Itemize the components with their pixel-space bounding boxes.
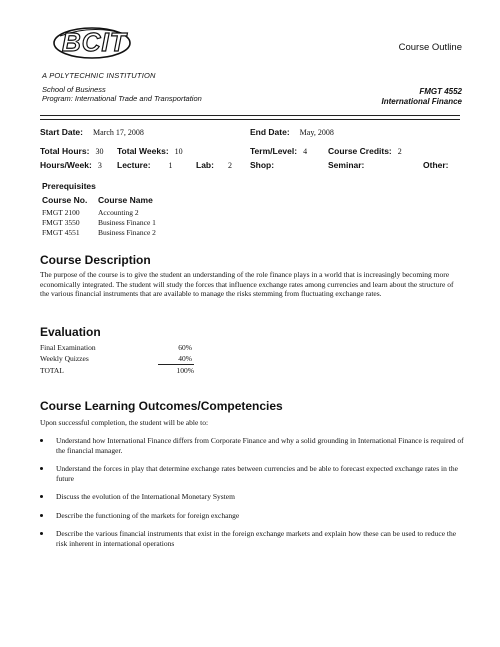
prereq-no: FMGT 3550 <box>42 218 80 227</box>
prereq-no: FMGT 2100 <box>42 208 80 217</box>
course-description-text: The purpose of the course is to give the student an understanding of the role finance plays in a world that is increasingly becoming more economically integrated. The student will study the forces that influence exchange rates among currencies and learn about the structure of the various financial instruments that are available to manage the risks stemming from fluctuating exchange rates. <box>40 270 454 298</box>
list-item: Describe the functioning of the markets for foreign exchange <box>40 511 465 521</box>
outcomes-intro: Upon successful completion, the student will be able to: <box>40 418 209 427</box>
logo-text: BCIT <box>62 27 127 57</box>
header-divider <box>40 115 460 116</box>
prereq-col-no: Course No. <box>42 195 88 205</box>
prereq-col-name: Course Name <box>98 195 153 205</box>
shop: Shop: <box>250 160 275 170</box>
bullet-icon <box>40 532 43 535</box>
program-name: Program: International Trade and Transportation <box>42 94 202 103</box>
outcomes-title: Course Learning Outcomes/Competencies <box>40 399 283 413</box>
prereq-name: Accounting 2 <box>98 208 139 217</box>
evaluation-label: TOTAL <box>40 366 64 375</box>
seminar: Seminar: <box>328 160 365 170</box>
evaluation-value: 60% <box>178 343 192 352</box>
course-title: International Finance <box>381 97 462 106</box>
course-code-block <box>382 87 462 107</box>
doc-type: Course Outline <box>398 42 462 53</box>
prereq-name: Business Finance 2 <box>98 228 156 237</box>
evaluation-row <box>40 366 200 376</box>
prereq-name: Business Finance 1 <box>98 218 156 227</box>
term-level: Term/Level: 4 <box>250 146 308 156</box>
total-hours: Total Hours: 30 <box>40 146 104 156</box>
school-name: School of Business <box>42 85 106 94</box>
evaluation-row <box>40 354 200 364</box>
evaluation-label: Final Examination <box>40 343 96 352</box>
bullet-icon <box>40 495 43 498</box>
evaluation-label: Weekly Quizzes <box>40 354 89 363</box>
bullet-icon <box>40 439 43 442</box>
end-date: End Date: May, 2008 <box>250 127 334 137</box>
list-item: Understand how International Finance differs from Corporate Finance and why a solid grounding in International Finance is required of the financial manager. <box>40 436 465 455</box>
prereq-no: FMGT 4551 <box>42 228 80 237</box>
school-info <box>42 85 202 103</box>
start-date: Start Date: March 17, 2008 <box>40 127 144 137</box>
lecture: Lecture: 1 <box>117 160 173 170</box>
institution-tag: A POLYTECHNIC INSTITUTION <box>42 71 156 80</box>
evaluation-row <box>40 343 200 353</box>
course-credits: Course Credits: 2 <box>328 146 402 156</box>
lab: Lab: 2 <box>196 160 232 170</box>
other: Other: <box>423 160 449 170</box>
bullet-icon <box>40 514 43 517</box>
header-divider-2 <box>40 119 460 120</box>
course-code: FMGT 4552 <box>419 87 462 96</box>
list-item: Discuss the evolution of the International Monetary System <box>40 492 465 502</box>
hours-week: Hours/Week: 3 <box>40 160 102 170</box>
course-description-title: Course Description <box>40 253 151 267</box>
total-weeks: Total Weeks: 10 <box>117 146 183 156</box>
list-item: Understand the forces in play that determine exchange rates between currencies and be able to forecast expected exchange rates in the future <box>40 464 465 483</box>
outcomes-list <box>40 436 465 557</box>
prerequisites-title: Prerequisites <box>42 181 96 191</box>
evaluation-value: 40% <box>178 354 192 363</box>
list-item: Describe the various financial instruments that exist in the foreign exchange markets and explain how these can be used to reduce the risk inherent in international operations <box>40 529 465 548</box>
evaluation-title: Evaluation <box>40 325 101 339</box>
bullet-icon <box>40 467 43 470</box>
evaluation-total-rule <box>158 364 194 365</box>
evaluation-value: 100% <box>176 366 194 375</box>
